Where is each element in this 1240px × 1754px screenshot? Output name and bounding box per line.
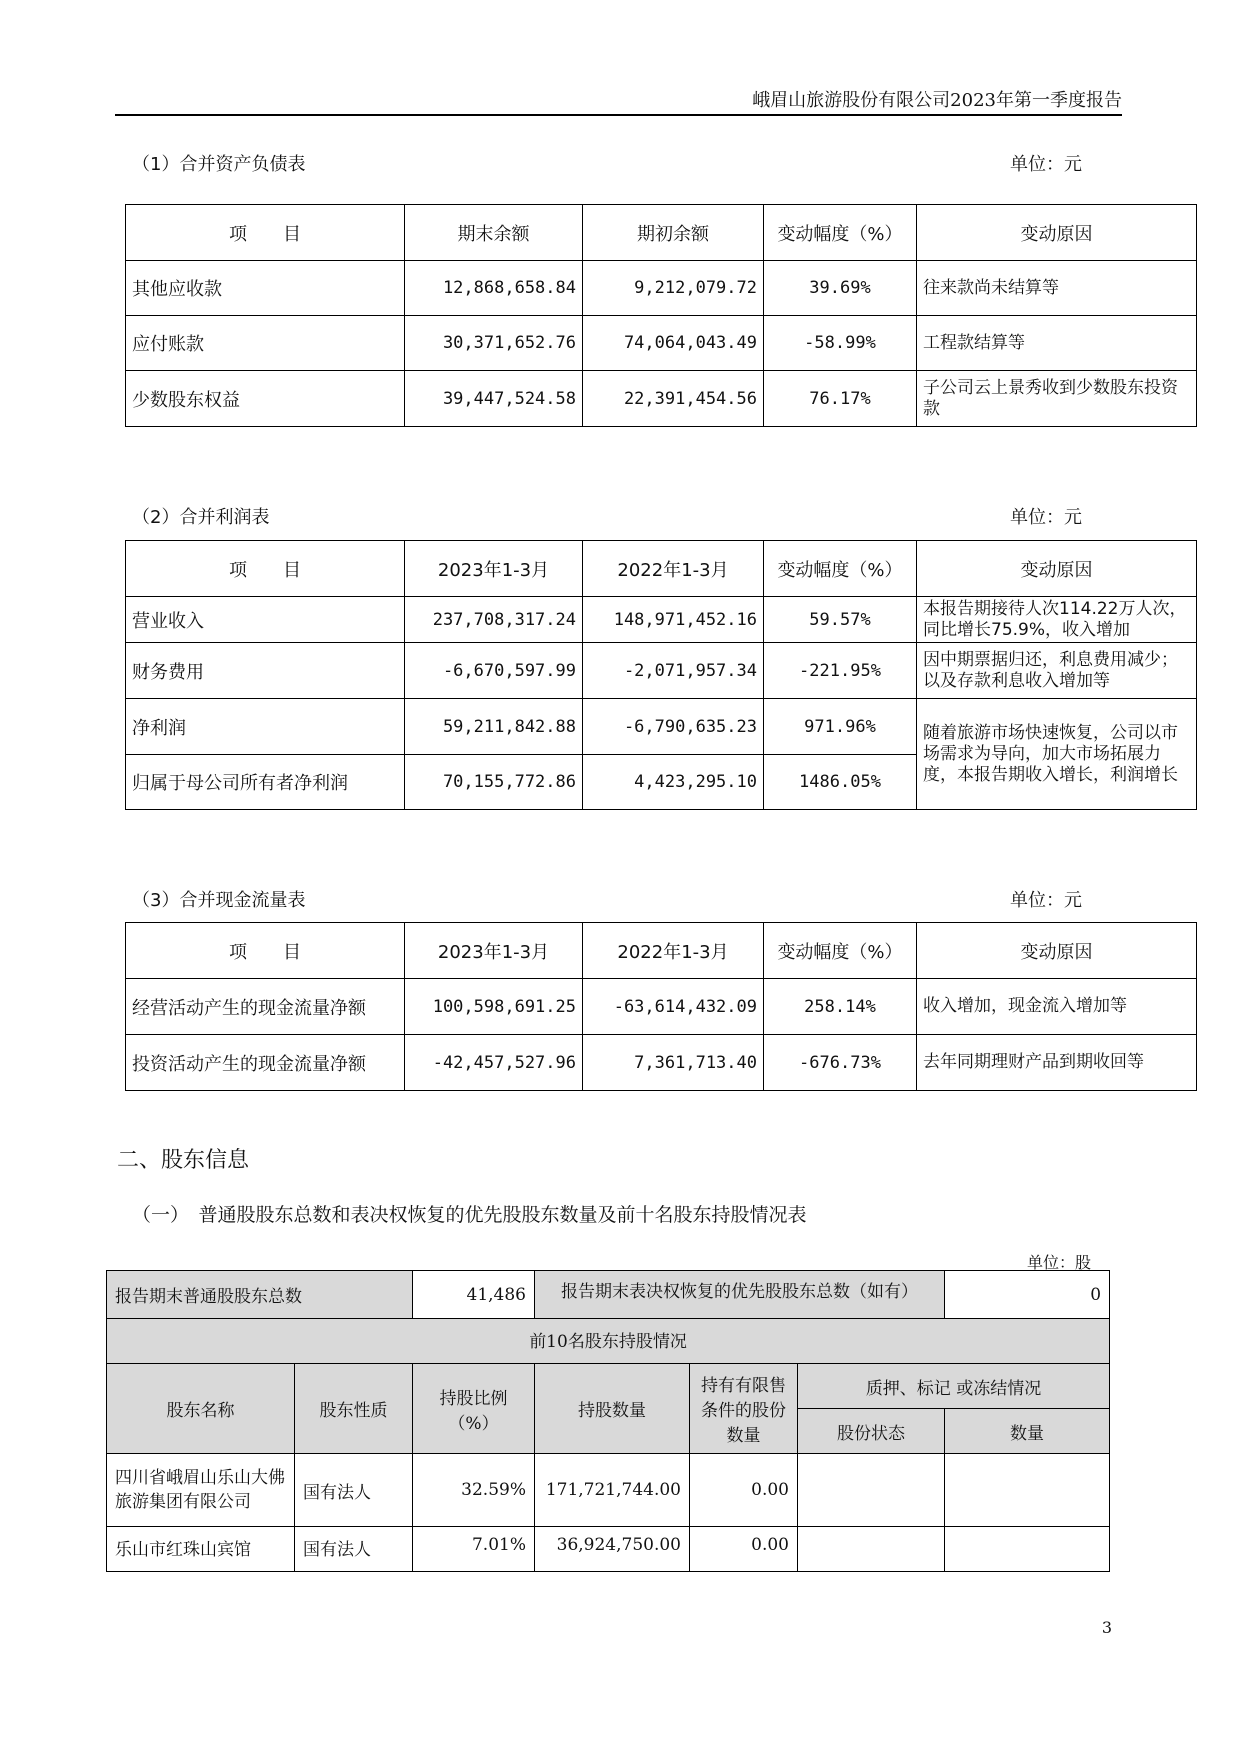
table-row — [126, 979, 1197, 1035]
shareholder-nature-cell: 国有法人 — [295, 1527, 413, 1572]
reason-cell: 去年同期理财产品到期收回等 — [917, 1035, 1197, 1091]
header-cell: 项 目 — [126, 205, 405, 261]
header-cell: 期末余额 — [405, 205, 583, 261]
shareholder-subsection-title: （一） 普通股股东总数和表决权恢复的优先股股东数量及前十名股东持股情况表 — [132, 1204, 807, 1226]
value-cell: 59,211,842.88 — [405, 699, 583, 755]
balance-sheet-unit: 单位：元 — [1010, 154, 1082, 175]
header-cell: 项 目 — [126, 923, 405, 979]
value-cell: 12,868,658.84 — [405, 261, 583, 316]
restricted-shares-cell: 0.00 — [690, 1454, 798, 1527]
shareholder-name-cell: 四川省峨眉山乐山大佛旅游集团有限公司 — [107, 1454, 295, 1527]
header-shareholder-nature: 股东性质 — [295, 1364, 413, 1454]
header-divider — [115, 114, 1122, 116]
table-header-row — [126, 541, 1197, 597]
item-cell: 净利润 — [126, 699, 405, 755]
cash-flow-table — [125, 922, 1197, 1091]
value-cell: 9,212,079.72 — [583, 261, 764, 316]
value-cell: -63,614,432.09 — [583, 979, 764, 1035]
reason-cell: 往来款尚未结算等 — [917, 261, 1197, 316]
cash-flow-title: （3）合并现金流量表 — [132, 890, 306, 911]
shareholder-name-cell: 乐山市红珠山宾馆 — [107, 1527, 295, 1572]
header-cell: 2022年1-3月 — [583, 541, 764, 597]
table-row — [126, 261, 1197, 316]
income-statement-table — [125, 540, 1197, 810]
shareholder-section-title: 二、股东信息 — [117, 1148, 250, 1173]
table-header-row — [126, 205, 1197, 261]
header-holding-ratio: 持股比例（%） — [413, 1364, 535, 1454]
header-quantity: 数量 — [945, 1409, 1110, 1454]
change-cell: -221.95% — [764, 643, 917, 699]
reason-cell: 工程款结算等 — [917, 316, 1197, 371]
income-statement-unit: 单位：元 — [1010, 507, 1082, 528]
income-statement-title: （2）合并利润表 — [132, 507, 270, 528]
header-cell: 2022年1-3月 — [583, 923, 764, 979]
header-cell: 变动原因 — [917, 923, 1197, 979]
quantity-cell — [945, 1454, 1110, 1527]
total-shareholders-value: 41,486 — [413, 1271, 535, 1319]
table-header-row — [126, 923, 1197, 979]
table-row — [126, 316, 1197, 371]
report-header-title: 峨眉山旅游股份有限公司2023年第一季度报告 — [752, 90, 1122, 111]
value-cell: -6,790,635.23 — [583, 699, 764, 755]
header-pledge-freeze: 质押、标记 或冻结情况 — [798, 1364, 1110, 1409]
item-cell: 应付账款 — [126, 316, 405, 371]
header-restricted-shares: 持有有限售条件的股份数量 — [690, 1364, 798, 1454]
header-cell: 期初余额 — [583, 205, 764, 261]
value-cell: 70,155,772.86 — [405, 755, 583, 810]
holding-ratio-cell: 7.01% — [413, 1527, 535, 1572]
change-cell: 971.96% — [764, 699, 917, 755]
item-cell: 少数股东权益 — [126, 371, 405, 427]
reason-cell: 收入增加，现金流入增加等 — [917, 979, 1197, 1035]
value-cell: 22,391,454.56 — [583, 371, 764, 427]
total-shareholders-label: 报告期末普通股股东总数 — [107, 1271, 413, 1319]
change-cell: -58.99% — [764, 316, 917, 371]
top10-banner-row — [107, 1319, 1110, 1364]
header-share-status: 股份状态 — [798, 1409, 945, 1454]
item-cell: 其他应收款 — [126, 261, 405, 316]
change-cell: 59.57% — [764, 597, 917, 643]
top10-label: 前10名股东持股情况 — [107, 1319, 1110, 1364]
quantity-cell — [945, 1527, 1110, 1572]
header-shareholder-name: 股东名称 — [107, 1364, 295, 1454]
reason-cell: 因中期票据归还，利息费用减少；以及存款利息收入增加等 — [917, 643, 1197, 699]
value-cell: 4,423,295.10 — [583, 755, 764, 810]
balance-sheet-table — [125, 204, 1197, 427]
holding-ratio-cell: 32.59% — [413, 1454, 535, 1527]
preferred-shareholders-label: 报告期末表决权恢复的优先股股东总数（如有） — [535, 1271, 945, 1319]
share-status-cell — [798, 1527, 945, 1572]
shareholder-header-row — [107, 1364, 1110, 1409]
item-cell: 经营活动产生的现金流量净额 — [126, 979, 405, 1035]
shareholder-total-row — [107, 1271, 1110, 1319]
header-cell: 变动原因 — [917, 205, 1197, 261]
header-cell: 2023年1-3月 — [405, 541, 583, 597]
header-cell: 变动幅度（%） — [764, 541, 917, 597]
table-row — [107, 1454, 1110, 1527]
value-cell: -42,457,527.96 — [405, 1035, 583, 1091]
table-row — [126, 1035, 1197, 1091]
table-row — [126, 371, 1197, 427]
value-cell: -2,071,957.34 — [583, 643, 764, 699]
page-number: 3 — [1101, 1618, 1112, 1637]
change-cell: -676.73% — [764, 1035, 917, 1091]
item-cell: 财务费用 — [126, 643, 405, 699]
table-row — [126, 597, 1197, 643]
value-cell: 100,598,691.25 — [405, 979, 583, 1035]
header-cell: 变动幅度（%） — [764, 923, 917, 979]
change-cell: 1486.05% — [764, 755, 917, 810]
restricted-shares-cell: 0.00 — [690, 1527, 798, 1572]
header-cell: 变动原因 — [917, 541, 1197, 597]
value-cell: 7,361,713.40 — [583, 1035, 764, 1091]
item-cell: 投资活动产生的现金流量净额 — [126, 1035, 405, 1091]
cash-flow-unit: 单位：元 — [1010, 890, 1082, 911]
header-cell: 变动幅度（%） — [764, 205, 917, 261]
value-cell: 148,971,452.16 — [583, 597, 764, 643]
value-cell: -6,670,597.99 — [405, 643, 583, 699]
value-cell: 237,708,317.24 — [405, 597, 583, 643]
item-cell: 营业收入 — [126, 597, 405, 643]
value-cell: 39,447,524.58 — [405, 371, 583, 427]
shareholder-nature-cell: 国有法人 — [295, 1454, 413, 1527]
shareholder-table — [106, 1270, 1110, 1572]
change-cell: 76.17% — [764, 371, 917, 427]
balance-sheet-title: （1）合并资产负债表 — [132, 154, 306, 175]
value-cell: 30,371,652.76 — [405, 316, 583, 371]
reason-cell: 子公司云上景秀收到少数股东投资款 — [917, 371, 1197, 427]
header-holding-amount: 持股数量 — [535, 1364, 690, 1454]
holding-amount-cell: 171,721,744.00 — [535, 1454, 690, 1527]
value-cell: 74,064,043.49 — [583, 316, 764, 371]
shareholder-unit: 单位：股 — [1027, 1253, 1092, 1272]
header-cell: 2023年1-3月 — [405, 923, 583, 979]
change-cell: 39.69% — [764, 261, 917, 316]
table-row — [126, 643, 1197, 699]
reason-cell-merged: 随着旅游市场快速恢复，公司以市场需求为导向，加大市场拓展力度，本报告期收入增长，利润增长 — [917, 699, 1197, 810]
reason-cell: 本报告期接待人次114.22万人次，同比增长75.9%，收入增加 — [917, 597, 1197, 643]
preferred-shareholders-value: 0 — [945, 1271, 1110, 1319]
item-cell: 归属于母公司所有者净利润 — [126, 755, 405, 810]
holding-amount-cell: 36,924,750.00 — [535, 1527, 690, 1572]
header-cell: 项 目 — [126, 541, 405, 597]
table-row — [126, 699, 1197, 755]
table-row — [107, 1527, 1110, 1572]
change-cell: 258.14% — [764, 979, 917, 1035]
share-status-cell — [798, 1454, 945, 1527]
